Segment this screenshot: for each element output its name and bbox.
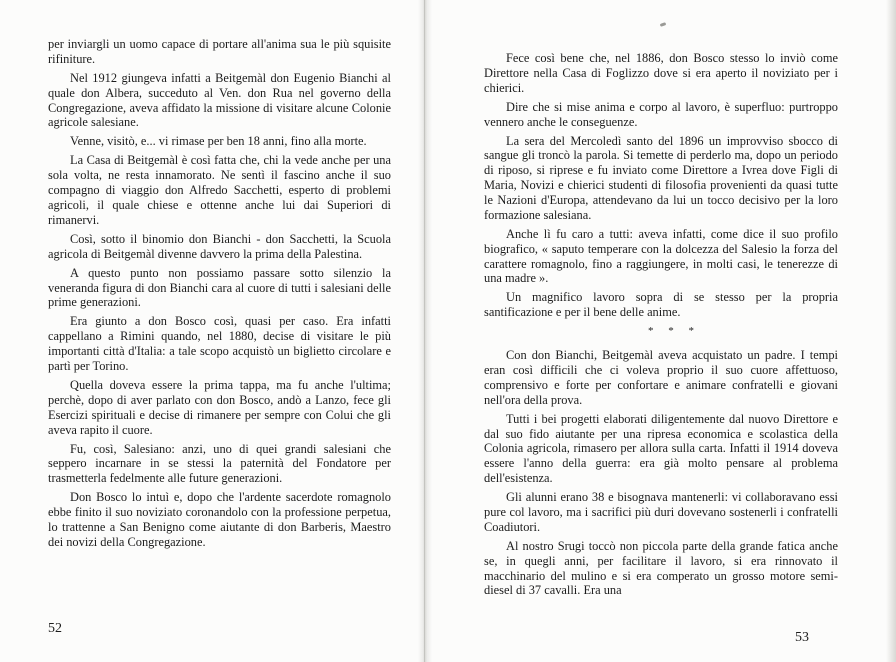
paragraph: Anche lì fu caro a tutti: aveva infatti, come dice il suo profilo biografico, « saputo temperare con la dolcezza del Salesio la forza del carattere romagnolo, fino a raggiungere, in molti casi, le tenerezze di una madre ».	[484, 226, 838, 286]
paragraph: per inviargli un uomo capace di portare all'anima sua le più squisite rifiniture.	[48, 37, 391, 66]
page-number-right: 53	[795, 630, 809, 645]
right-page	[426, 0, 896, 662]
left-page	[0, 0, 424, 662]
paragraph: Un magnifico lavoro sopra di se stesso per la propria santificazione e per il bene delle anime.	[484, 290, 838, 320]
paragraph: La Casa di Beitgemàl è così fatta che, chi la vede anche per una sola volta, ne resta innamorato. Ne sentì il fascino anche il suo compagno di viaggio don Alfredo Sacchetti, esperto di problemi agricoli, il quale chiese e ottenne anche lui dai Superiori di rimanervi.	[48, 153, 391, 227]
paragraph: A questo punto non possiamo passare sotto silenzio la veneranda figura di don Bianchi cara al cuore di tutti i salesiani delle prime generazioni.	[48, 265, 391, 310]
paragraph: Fece così bene che, nel 1886, don Bosco stesso lo inviò come Direttore nella Casa di Foglizzo dove si era aperto il noviziato per i chierici.	[484, 51, 838, 95]
paragraph: La sera del Mercoledì santo del 1896 un improvviso sbocco di sangue gli troncò la parola. Si temette di perderlo ma, dopo un periodo di riposo, si riprese e fu inviato come Direttore a Ivrea dove Figli di Maria, Novizi e chierici studenti di filosofia provenienti da quasi tutte le Nazioni d'Europa, attendevano da lui un tocco decisivo per la loro formazione salesiana.	[484, 133, 838, 222]
paragraph: Dire che si mise anima e corpo al lavoro, è superfluo: purtroppo vennero anche le conseguenze.	[484, 99, 838, 129]
paragraph: Quella doveva essere la prima tappa, ma fu anche l'ultima; perchè, dopo di aver parlato con don Bosco, andò a Lanzo, fece gli Esercizi spirituali e decise di rimanere per sempre con Colui che gli aveva rapito il cuore.	[48, 378, 391, 437]
paragraph: Venne, visitò, e... vi rimase per ben 18 anni, fino alla morte.	[70, 134, 367, 149]
ink-speck	[660, 22, 667, 27]
paragraph: Con don Bianchi, Beitgemàl aveva acquistato un padre. I tempi eran così difficili che ci voleva proprio il suo cuore affettuoso, comprensivo e forte per confortare e animare confratelli e giovani nell'ora della prova.	[484, 348, 838, 407]
paragraph: Gli alunni erano 38 e bisognava mantenerli: vi collaboravano essi pure col lavoro, ma i sacrifici più duri dovevano sostenerli i confratelli Coadiutori.	[484, 490, 838, 534]
gutter-fold	[424, 0, 425, 662]
paragraph: Era giunto a don Bosco così, quasi per caso. Era infatti cappellano a Rimini quando, nel 1880, decise di visitare le più importanti città d'Italia: a tale scopo acquistò un biglietto circolare e partì per Torino.	[48, 314, 391, 373]
paragraph: Nel 1912 giungeva infatti a Beitgemàl don Eugenio Bianchi al quale don Albera, succeduto al Ven. don Rua nel governo della Congregazione, aveva affidato la missione di visitare alcune Colonie agricole salesiane.	[48, 70, 391, 130]
paragraph: Tutti i bei progetti elaborati diligentemente dal nuovo Direttore e dal suo fido aiutante per una ripresa economica e scolastica della Colonia agricola, rimasero per allora sulla carta. Infatti il 1914 doveva essere l'anno della guerra: era già molto pensare al problema dell'esistenza.	[484, 411, 838, 486]
left-page-text	[48, 37, 391, 554]
paragraph: Don Bosco lo intuì e, dopo che l'ardente sacerdote romagnolo ebbe finito il suo noviziato coronandolo con la professione perpetua, lo trattenne a San Benigno come aiutante di don Barberis, Maestro dei novizi della Congregazione.	[48, 490, 391, 549]
right-page-text	[484, 51, 838, 602]
paragraph: Fu, così, Salesiano: anzi, uno di quei grandi salesiani che seppero incarnare in se stessi la paternità del Fondatore per trasmetterla fedelmente alle future generazioni.	[48, 441, 391, 486]
page-number-left: 52	[48, 621, 62, 636]
section-separator: * * *	[648, 325, 700, 338]
paragraph: Al nostro Srugi toccò non piccola parte della grande fatica anche se, in quegli anni, per facilitare il lavoro, si era rinnovato il macchinario del mulino e si era comperato un grosso motore semi-diesel di 37 cavalli. Era una	[484, 538, 838, 598]
page-edge-shadow	[886, 0, 896, 662]
paragraph: Così, sotto il binomio don Bianchi - don Sacchetti, la Scuola agricola di Beitgemàl divenne davvero la prima della Palestina.	[48, 231, 391, 261]
